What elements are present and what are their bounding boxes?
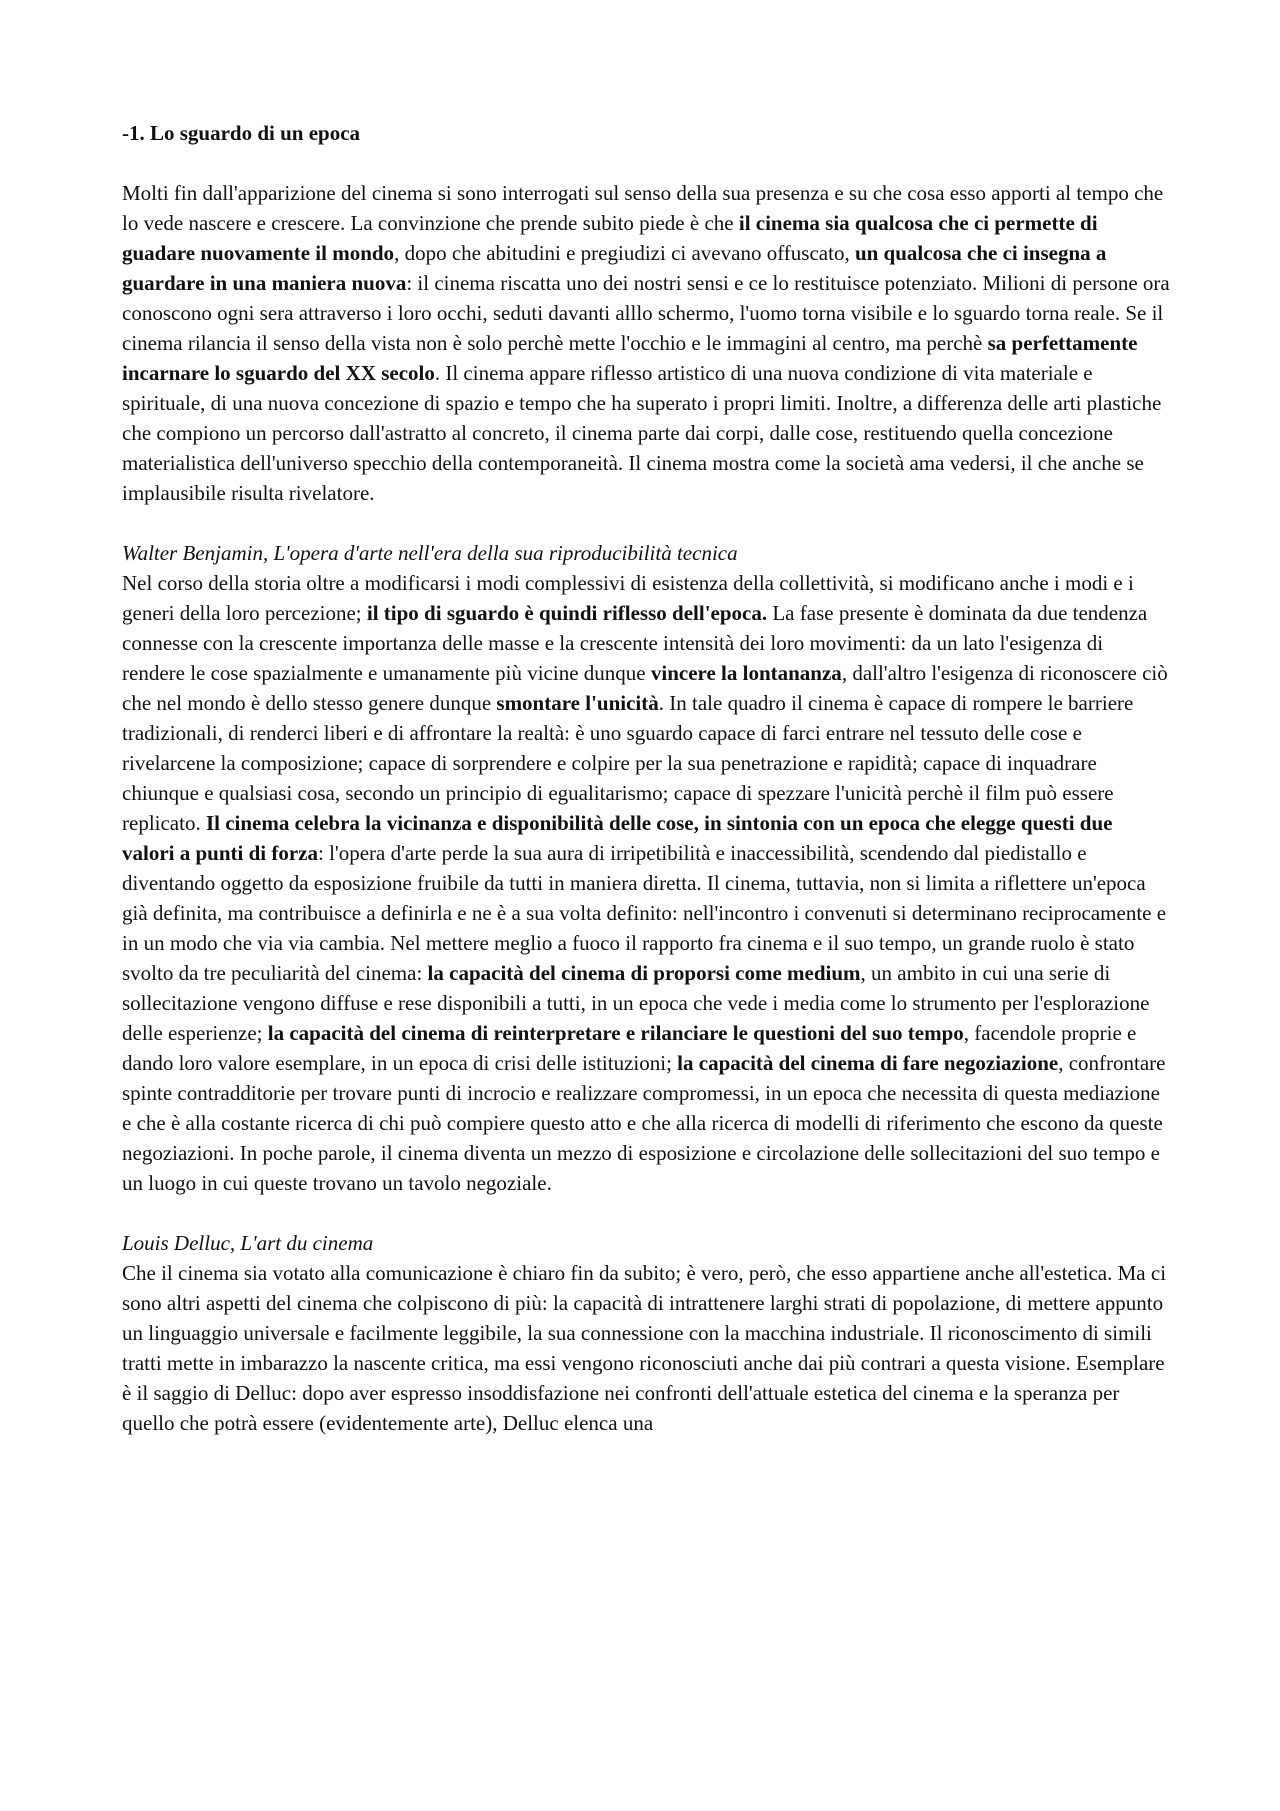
text-segment: , facendole proprie e dando loro valore esemplare, in un epoca di crisi delle istituzioni; xyxy=(122,1021,1137,1075)
benjamin-section-title: Walter Benjamin, L'opera d'arte nell'era della sua riproducibilità tecnica xyxy=(122,541,738,565)
chapter-heading: -1. Lo sguardo di un epoca xyxy=(122,121,361,145)
text-segment: . Il cinema appare riflesso artistico di una nuova condizione di vita materiale e spirituale, di una nuova concezione di spazio e tempo che ha superato i propri limiti. Inoltre, a differenza delle arti plastiche che compiono un percorso dall'astratto al concreto, il cinema parte dai corpi, dalle cose, restituendo quella concezione materialistica dell'universo specchio della contemporaneità. Il cinema mostra come la società ama vedersi, il che anche se implausibile risulta rivelatore. xyxy=(122,361,1162,505)
bold-text-segment: il cinema sia qualcosa che ci permette di guadare nuovamente il mondo xyxy=(122,211,1098,265)
bold-text-segment: smontare l'unicità xyxy=(496,691,659,715)
bold-text-segment: la capacità del cinema di proporsi come medium xyxy=(427,961,861,985)
delluc-paragraph xyxy=(122,1258,1170,1438)
bold-text-segment: la capacità del cinema di fare negoziazione xyxy=(677,1051,1059,1075)
paragraph-spacer xyxy=(122,1198,1170,1228)
text-segment: Nel corso della storia oltre a modificarsi i modi complessivi di esistenza della collettività, si modificano anche i modi e i generi della loro percezione; xyxy=(122,571,1134,625)
bold-text-segment: la capacità del cinema di reinterpretare e rilanciare le questioni del suo tempo xyxy=(267,1021,964,1045)
text-segment: , dall'altro l'esigenza di riconoscere ciò che nel mondo è dello stesso genere dunque xyxy=(122,661,1168,715)
text-segment: : il cinema riscatta uno dei nostri sensi e ce lo restituisce potenziato. Milioni di persone ora conoscono ogni sera attraverso i loro occhi, seduti davanti alllo schermo, l'uomo torna visibile e lo sguardo torna reale. Se il cinema rilancia il senso della vista non è solo perchè mette l'occhio e le immagini al centro, ma perchè xyxy=(122,271,1170,355)
paragraph-spacer xyxy=(122,508,1170,538)
bold-text-segment: il tipo di sguardo è quindi riflesso dell'epoca. xyxy=(366,601,768,625)
intro-paragraph xyxy=(122,178,1170,508)
text-segment: La fase presente è dominata da due tendenza connesse con la crescente importanza delle masse e la crescente intensità dei loro movimenti: da un lato l'esigenza di rendere le cose spazialmente e umanamente più vicine dunque xyxy=(122,601,1148,685)
delluc-section-title: Louis Delluc, L'art du cinema xyxy=(122,1231,374,1255)
bold-text-segment: un qualcosa che ci insegna a guardare in una maniera nuova xyxy=(122,241,1107,295)
bold-text-segment: sa perfettamente incarnare lo sguardo del XX secolo xyxy=(122,331,1138,385)
text-segment: : l'opera d'arte perde la sua aura di irripetibilità e inaccessibilità, scendendo dal piedistallo e diventando oggetto da esposizione fruibile da tutti in maniera diretta. Il cinema, tuttavia, non si limita a riflettere un'epoca già definita, ma contribuisce a definirla e ne è a sua volta definito: nell'incontro i convenuti si determinano reciprocamente e in un modo che via via cambia. Nel mettere meglio a fuoco il rapporto fra cinema e il suo tempo, un grande ruolo è stato svolto da tre peculiarità del cinema: xyxy=(122,841,1167,985)
text-segment: , un ambito in cui una serie di sollecitazione vengono diffuse e rese disponibili a tutti, in un epoca che vede i media come lo strumento per l'esplorazione delle esperienze; xyxy=(122,961,1150,1045)
benjamin-paragraph xyxy=(122,568,1170,1198)
bold-text-segment: Il cinema celebra la vicinanza e disponibilità delle cose, in sintonia con un epoca che elegge questi due valori a punti di forza xyxy=(122,811,1113,865)
text-segment: Molti fin dall'apparizione del cinema si sono interrogati sul senso della sua presenza e su che cosa esso apporti al tempo che lo vede nascere e crescere. La convinzione che prende subito piede è che xyxy=(122,181,1164,235)
text-segment: . In tale quadro il cinema è capace di rompere le barriere tradizionali, di renderci liberi e di affrontare la realtà: è uno sguardo capace di farci entrare nel tessuto delle cose e rivelarcene la composizione; capace di sorprendere e colpire per la sua penetrazione e rapidità; capace di inquadrare chiunque e qualsiasi cosa, secondo un principio di egualitarismo; capace di spezzare l'unicità perchè il film può essere replicato. xyxy=(122,691,1134,835)
text-segment: , dopo che abitudini e pregiudizi ci avevano offuscato, xyxy=(394,241,855,265)
text-segment: Che il cinema sia votato alla comunicazione è chiaro fin da subito; è vero, però, che esso appartiene anche all'estetica. Ma ci sono altri aspetti del cinema che colpiscono di più: la capacità di intrattenere larghi strati di popolazione, di mettere appunto un linguaggio universale e facilmente leggibile, la sua connessione con la macchina industriale. Il riconoscimento di simili tratti mette in imbarazzo la nascente critica, ma essi vengono riconosciuti anche dai più contrari a questa visione. Esemplare è il saggio di Delluc: dopo aver espresso insoddisfazione nei confronti dell'attuale estetica del cinema e la speranza per quello che potrà essere (evidentemente arte), Delluc elenca una xyxy=(122,1261,1167,1435)
document-body xyxy=(122,118,1170,1438)
text-segment: , confrontare spinte contradditorie per trovare punti di incrocio e realizzare compromessi, in un epoca che necessita di questa mediazione e che è alla costante ricerca di chi può compiere questo atto e che alla ricerca di modelli di riferimento che escono da queste negoziazioni. In poche parole, il cinema diventa un mezzo di esposizione e circolazione delle sollecitazioni del suo tempo e un luogo in cui queste trovano un tavolo negoziale. xyxy=(122,1051,1166,1195)
bold-text-segment: vincere la lontananza xyxy=(650,661,842,685)
